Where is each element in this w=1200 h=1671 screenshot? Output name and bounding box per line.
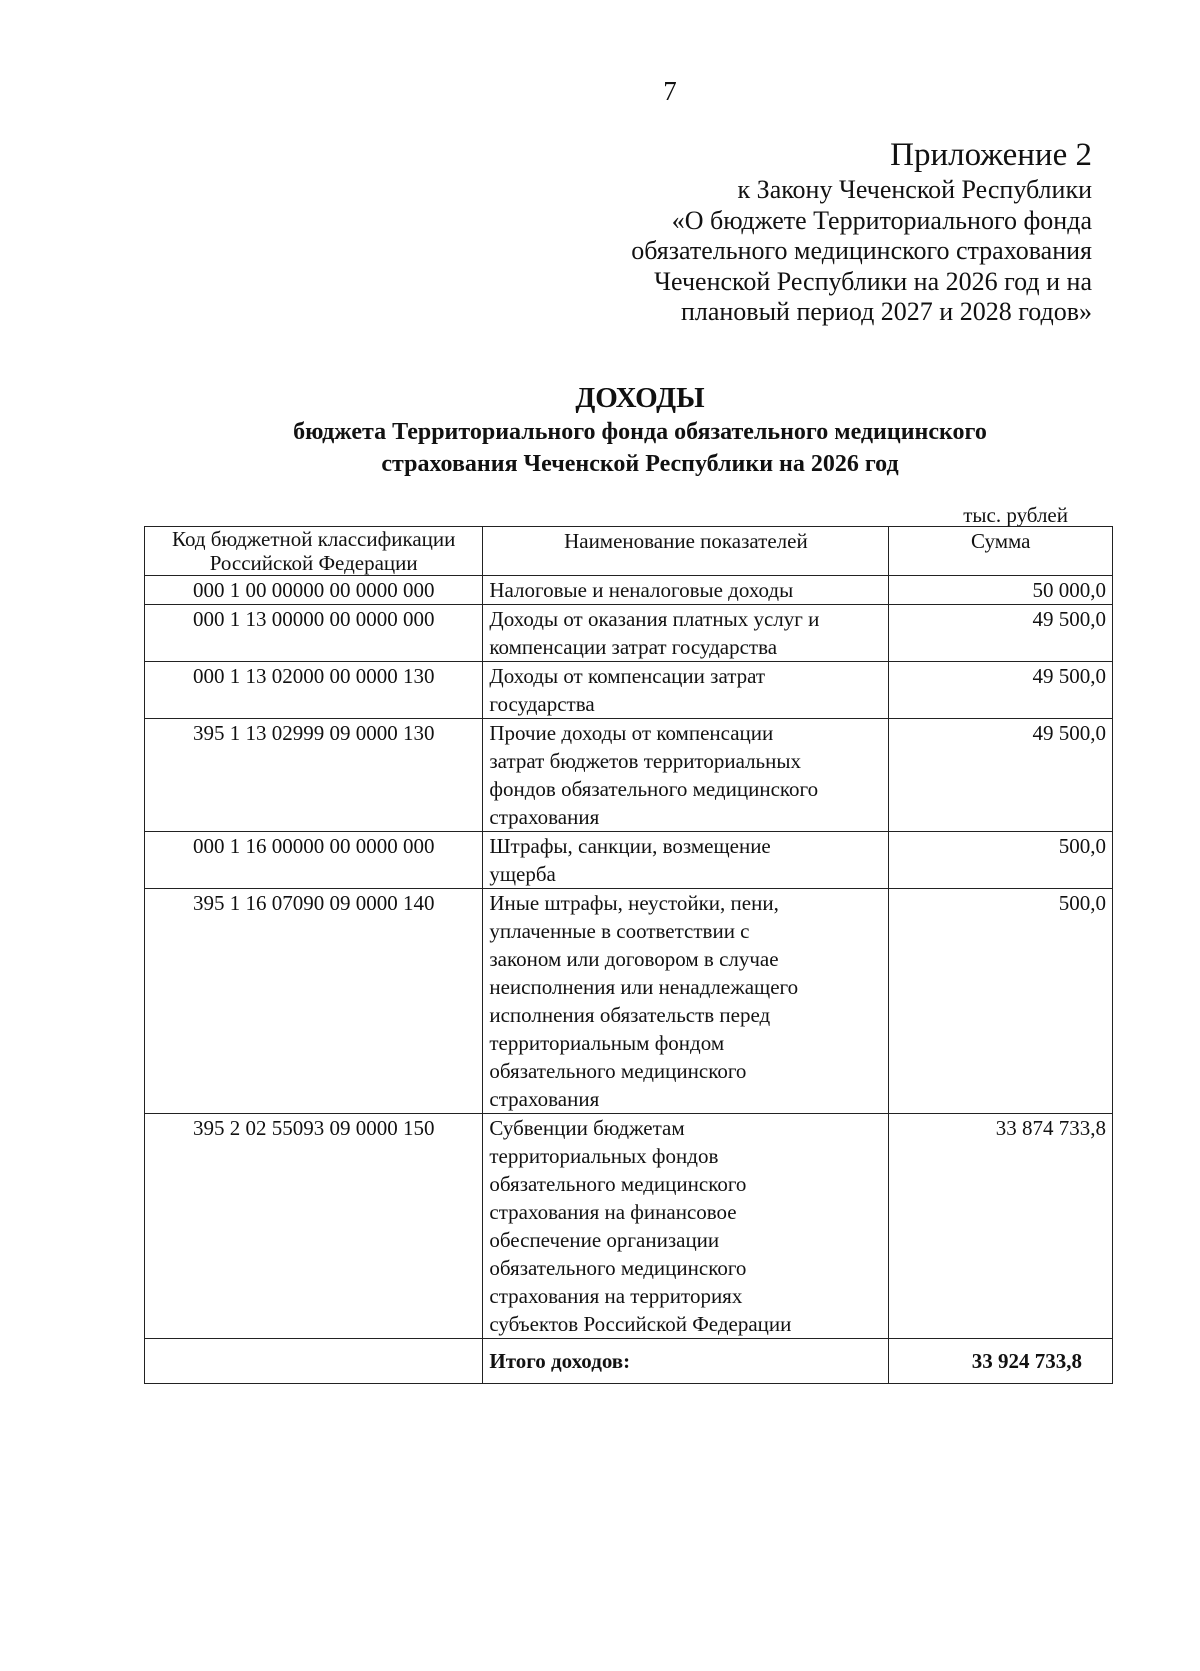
header-name: Наименование показателей: [483, 527, 889, 576]
total-label: Итого доходов:: [483, 1339, 889, 1384]
row-sum: 33 874 733,8: [889, 1114, 1113, 1339]
row-name-line: исполнения обязательств перед: [489, 1003, 771, 1027]
total-row: [145, 1339, 1113, 1384]
total-code: [145, 1339, 483, 1384]
row-sum: 500,0: [889, 889, 1113, 1114]
row-name-line: страхования: [489, 1087, 600, 1111]
document-subtitle: [0, 416, 1200, 480]
row-name-line: Иные штрафы, неустойки, пени,: [489, 891, 779, 915]
row-code: 000 1 16 00000 00 0000 000: [145, 832, 483, 889]
row-sum: 49 500,0: [889, 662, 1113, 719]
page-number: 7: [663, 76, 677, 106]
row-name-line: Доходы от оказания платных услуг и: [489, 607, 820, 631]
table-header-row: [145, 527, 1113, 576]
row-name: [483, 719, 889, 832]
row-name: [483, 1114, 889, 1339]
table-row: [145, 889, 1113, 1114]
header-sum: Сумма: [889, 527, 1113, 576]
row-name-line: территориальных фондов: [489, 1144, 719, 1168]
appendix-line: к Закону Чеченской Республики: [737, 175, 1092, 204]
units-label: тыс. рублей: [963, 503, 1068, 527]
header-code-line: Российской Федерации: [209, 551, 418, 575]
row-name-line: затрат бюджетов территориальных: [489, 749, 801, 773]
row-code: 000 1 13 00000 00 0000 000: [145, 605, 483, 662]
row-name: [483, 889, 889, 1114]
row-name: [483, 605, 889, 662]
row-name-line: территориальным фондом: [489, 1031, 725, 1055]
row-name-line: Прочие доходы от компенсации: [489, 721, 774, 745]
row-name-line: государства: [489, 692, 595, 716]
subtitle-line: страхования Чеченской Республики на 2026 год: [381, 451, 899, 477]
row-sum: 49 500,0: [889, 719, 1113, 832]
row-code: 395 1 13 02999 09 0000 130: [145, 719, 483, 832]
row-name-line: страхования: [489, 805, 600, 829]
row-sum: 50 000,0: [889, 576, 1113, 605]
row-name: [483, 662, 889, 719]
row-name-line: законом или договором в случае: [489, 947, 779, 971]
row-code: 000 1 00 00000 00 0000 000: [145, 576, 483, 605]
table-row: [145, 1114, 1113, 1339]
document-title: ДОХОДЫ: [575, 382, 705, 414]
appendix-line: обязательного медицинского страхования: [631, 236, 1092, 265]
subtitle-line: бюджета Территориального фонда обязательного медицинского: [293, 419, 987, 445]
row-name-line: Субвенции бюджетам: [489, 1116, 685, 1140]
row-code: 000 1 13 02000 00 0000 130: [145, 662, 483, 719]
income-table: [144, 526, 1113, 1384]
table-row: [145, 832, 1113, 889]
table-row: [145, 662, 1113, 719]
row-name: [483, 576, 889, 605]
row-name-line: компенсации затрат государства: [489, 635, 778, 659]
row-code: 395 1 16 07090 09 0000 140: [145, 889, 483, 1114]
row-name-line: ущерба: [489, 862, 556, 886]
row-name-line: страхования на территориях: [489, 1284, 743, 1308]
header-code: [145, 527, 483, 576]
appendix-title: Приложение 2: [890, 137, 1092, 173]
appendix-line: «О бюджете Территориального фонда: [671, 205, 1092, 235]
row-name-line: субъектов Российской Федерации: [489, 1312, 792, 1336]
row-name-line: обеспечение организации: [489, 1228, 720, 1252]
table-row: [145, 719, 1113, 832]
appendix-block: [631, 135, 1092, 328]
appendix-line: Чеченской Республики на 2026 год и на: [654, 266, 1092, 296]
row-name-line: Доходы от компенсации затрат: [489, 664, 766, 688]
row-name-line: обязательного медицинского: [489, 1256, 747, 1280]
row-name-line: неисполнения или ненадлежащего: [489, 975, 799, 999]
row-name: [483, 832, 889, 889]
row-sum: 49 500,0: [889, 605, 1113, 662]
total-sum: 33 924 733,8: [889, 1339, 1113, 1384]
row-name-line: фондов обязательного медицинского: [489, 777, 819, 801]
row-code: 395 2 02 55093 09 0000 150: [145, 1114, 483, 1339]
row-name-line: обязательного медицинского: [489, 1172, 747, 1196]
row-name-line: обязательного медицинского: [489, 1059, 747, 1083]
row-name-line: страхования на финансовое: [489, 1200, 737, 1224]
row-sum: 500,0: [889, 832, 1113, 889]
row-name-line: уплаченные в соответствии с: [489, 919, 750, 943]
appendix-line: плановый период 2027 и 2028 годов»: [680, 297, 1092, 326]
table-row: [145, 605, 1113, 662]
row-name-line: Штрафы, санкции, возмещение: [489, 834, 771, 858]
table-row: [145, 576, 1113, 605]
row-name-line: Налоговые и неналоговые доходы: [489, 578, 794, 602]
header-code-line: Код бюджетной классификации: [171, 527, 456, 551]
